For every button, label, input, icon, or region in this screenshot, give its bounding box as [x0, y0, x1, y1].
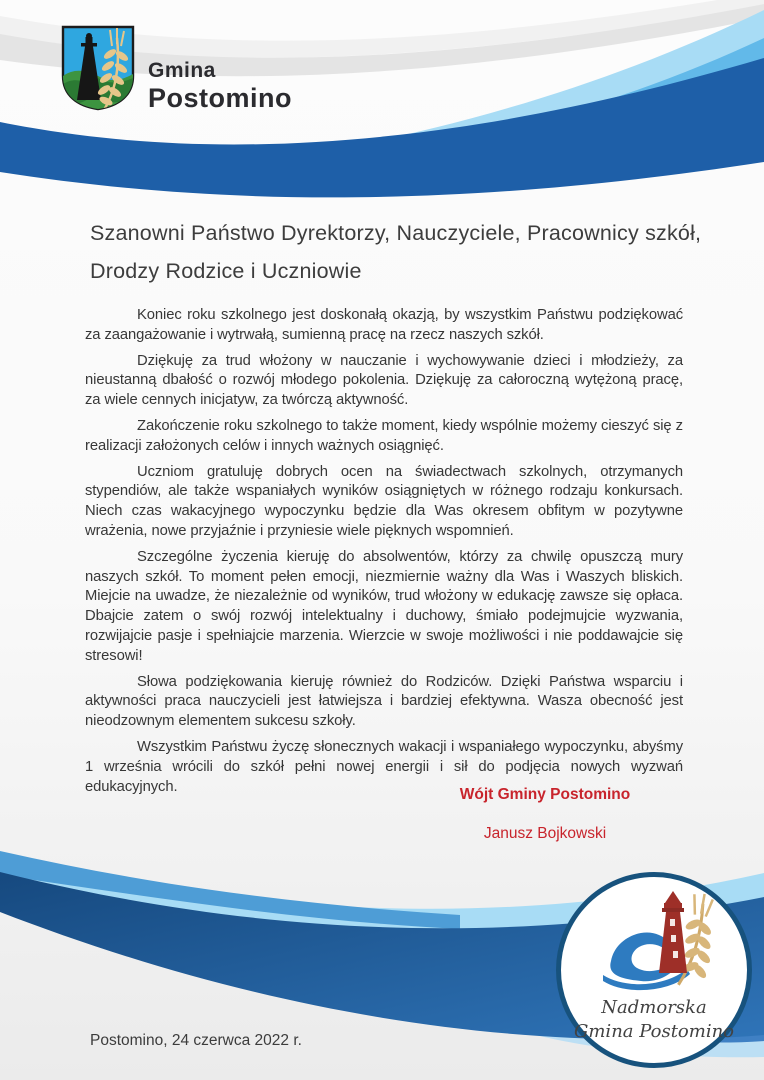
- seal-text-line2: Gmina Postomino: [573, 1021, 735, 1042]
- paragraph: Szczególne życzenia kieruję do absolwentów, którzy za chwilę opuszczą mury naszych szkół. To moment pełen emocji, niezmiernie ważny dla Was i Waszych bliskich. Miejcie na uwadze, że niezależnie od wyników, trud włożony w edukację zawsze się opłaca. Dbajcie zatem o swój rozwój intelektualny i duchowy, śmiało podejmujcie wyzwania, rozwijajcie pasje i spełniajcie marzenia. Wierzcie w swoje możliwości i nie poddawajcie się stresowi!: [85, 548, 683, 664]
- paragraph: Słowa podziękowania kieruję również do Rodziców. Dzięki Państwa wsparciu i aktywności praca nauczycieli jest łatwiejsza i bardziej efektywna. Wasza obecność jest nieodzownym elementem sukcesu szkoły.: [85, 673, 683, 730]
- letter-body: [85, 306, 683, 803]
- seal-graphic: [561, 877, 747, 1063]
- salutation: [90, 214, 701, 290]
- paragraph: Zakończenie roku szkolnego to także moment, kiedy wspólnie możemy cieszyć się z realizacji założonych celów i innych ważnych osiągnięć.: [85, 417, 683, 454]
- municipal-seal: [556, 872, 752, 1068]
- salutation-line2: Drodzy Rodzice i Uczniowie: [90, 259, 362, 283]
- org-name-line1: Gmina: [148, 59, 216, 82]
- paragraph: Koniec roku szkolnego jest doskonałą okazją, by wszystkim Państwu podziękować za zaangażowanie i wytrwałą, sumienną pracę na rzecz naszych szkół.: [85, 307, 683, 343]
- org-name-line2: Postomino: [148, 83, 292, 113]
- postomino-coat-of-arms-icon: [60, 24, 136, 112]
- paragraph: Uczniom gratuluję dobrych ocen na świadectwach szkolnych, otrzymanych stypendiów, ale także wspaniałych wyników osiągniętych w różnego rodzaju konkursach. Niech czas wakacyjnego wypoczynku będzie dla Was okresem obfitym w pozytywne wrażenia, nowe przyjaźnie i przyniesie wiele pięknych wspomnień.: [85, 463, 683, 539]
- signature-name: Janusz Bojkowski: [483, 825, 607, 842]
- seal-text-line1: Nadmorska: [601, 997, 707, 1018]
- paragraph: Dziękuję za trud włożony w nauczanie i wychowywanie dzieci i młodzieży, za nieustanną dbałość o rozwój młodego pokolenia. Dziękuję za całoroczną wytężoną pracę, za wiele cennych inicjatyw, za twórczą aktywność.: [85, 352, 683, 409]
- paragraph: Wszystkim Państwu życzę słonecznych wakacji i wspaniałego wypoczynku, abyśmy 1 września wrócili do szkół pełni nowej energii i sił do podjęcia nowych wyzwań edukacyjnych.: [85, 738, 683, 795]
- signature-title: Wójt Gminy Postomino: [459, 786, 631, 803]
- org-wordmark: [148, 60, 292, 112]
- brand-header: [60, 24, 292, 112]
- signature-block: [420, 786, 670, 843]
- lighthouse-icon: [659, 891, 687, 973]
- salutation-line1: Szanowni Państwo Dyrektorzy, Nauczyciele, Pracownicy szkół,: [90, 221, 702, 245]
- dateline: Postomino, 24 czerwca 2022 r.: [90, 1032, 302, 1049]
